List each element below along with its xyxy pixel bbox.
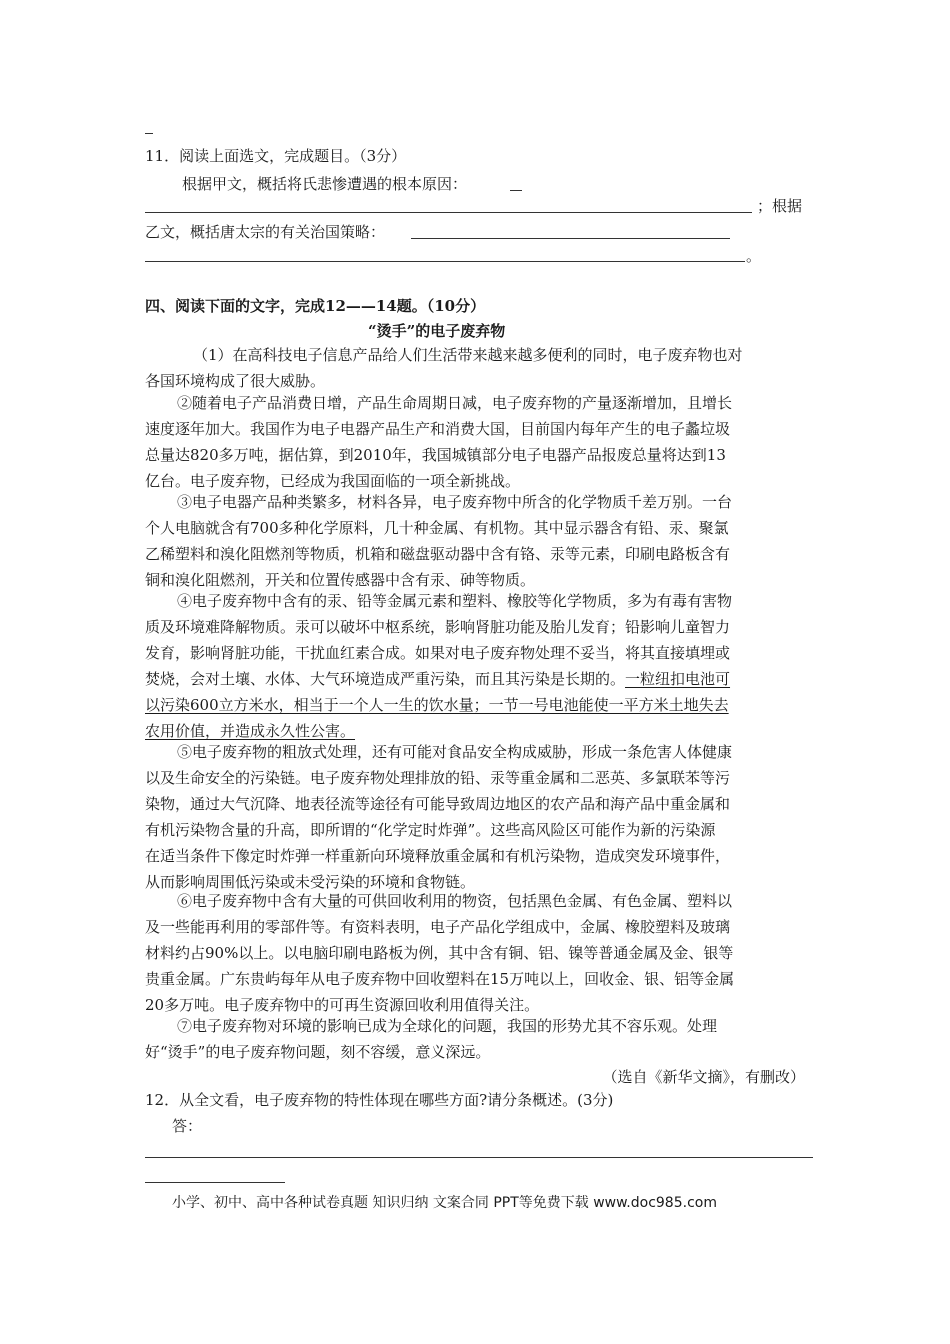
p5-line: ⑤电子废弃物的粗放式处理，还有可能对食品安全构成威胁，形成一条危害人体健康 — [177, 743, 733, 761]
p4-line: ④电子废弃物中含有的汞、铅等金属元素和塑料、橡胶等化学物质，多为有毒有害物 — [177, 592, 733, 610]
footer-text: 小学、初中、高中各种试卷真题 知识归纳 文案合同 PPT等免费下载 www.doc985.com — [172, 1195, 717, 1211]
p6-line: ⑥电子废弃物中含有大量的可供回收利用的物资，包括黑色金属、有色金属、塑料以 — [177, 892, 733, 910]
p4-line: 发育，影响肾脏功能，干扰血红素合成。如果对电子废弃物处理不妥当，将其直接填埋或 — [145, 644, 731, 662]
p6-line: 20多万吨。电子废弃物中的可再生资源回收利用值得关注。 — [145, 996, 540, 1014]
q11-line2-end: ；根据 — [757, 197, 803, 215]
section-heading: 四、阅读下面的文字，完成12——14题。（10分） — [145, 297, 486, 315]
q11-line4-end: 。 — [746, 247, 762, 265]
paragraph-5 — [145, 739, 805, 895]
paragraph-3 — [145, 489, 805, 593]
p2-line: 亿台。电子废弃物，已经成为我国面临的一项全新挑战。 — [145, 472, 521, 490]
source-citation: （选自《新华文摘》，有删改） — [602, 1068, 805, 1086]
p4-line: 质及环境难降解物质。汞可以破坏中枢系统，影响肾脏功能及胎儿发育；铅影响儿童智力 — [145, 618, 731, 636]
p4-underlined-text: 农用价值，并造成永久性公害。 — [145, 722, 356, 740]
p1-line: （1）在高科技电子信息产品给人们生活带来越来越多便利的同时，电子废弃物也对 — [193, 346, 743, 364]
p5-line: 在适当条件下像定时炸弹一样重新向环境释放重金属和有机污染物，造成突发环境事件， — [145, 847, 731, 865]
p4-underlined-text: 一粒纽扣电池可 — [625, 670, 731, 688]
p2-line: 速度逐年加大。我国作为电子电器产品生产和消费大国，目前国内每年产生的电子蠡垃圾 — [145, 420, 731, 438]
p5-line: 染物，通过大气沉降、地表径流等途径有可能导致周边地区的农产品和海产品中重金属和 — [145, 795, 731, 813]
q11-answer-blank-3[interactable] — [411, 238, 730, 239]
paragraph-6 — [145, 888, 805, 1018]
p6-line: 贵重金属。广东贵屿每年从电子废弃物中回收塑料在15万吨以上，回收金、银、铝等金属 — [145, 970, 735, 988]
paragraph-2 — [145, 390, 805, 494]
p3-line: 个人电脑就含有700多种化学原料，几十种金属、有机物。其中显示器含有铅、汞、聚氯 — [145, 519, 729, 537]
q12-answer-line[interactable] — [145, 1157, 813, 1158]
p5-line: 以及生命安全的污染链。电子废弃物处理排放的铅、汞等重金属和二恶英、多氯联苯等污 — [145, 769, 731, 787]
p7-line: 好“烫手”的电子废弃物问题，刻不容缓，意义深远。 — [145, 1043, 491, 1061]
q12-title: 12．从全文看，电子废弃物的特性体现在哪些方面?请分条概述。(3分) — [145, 1091, 614, 1109]
p3-line: 乙稀塑料和溴化阻燃剂等物质，机箱和磁盘驱动器中含有铬、汞等元素，印刷电路板含有 — [145, 545, 731, 563]
p3-line: 铜和溴化阻燃剂，开关和位置传感器中含有汞、砷等物质。 — [145, 571, 536, 589]
q11-answer-blank-2[interactable] — [145, 212, 752, 213]
q11-line1: 根据甲文，概括将氏悲惨遭遇的根本原因： — [182, 175, 468, 193]
stray-mark — [145, 133, 153, 134]
p1-line: 各国环境构成了很大威胁。 — [145, 372, 326, 390]
q11-line3-start: 乙文，概括唐太宗的有关治国策略： — [145, 223, 386, 241]
q11-answer-blank-1[interactable] — [510, 190, 522, 191]
p3-line: ③电子电器产品种类繁多，材料各异，电子废弃物中所含的化学物质千差万别。一台 — [177, 493, 733, 511]
paragraph-7 — [145, 1013, 805, 1065]
p5-line: 有机污染物含量的升高，即所谓的“化学定时炸弹”。这些高风险区可能作为新的污染源 — [145, 821, 716, 839]
p2-line: ②随着电子产品消费日增，产品生命周期日减，电子废弃物的产量逐渐增加，且增长 — [177, 394, 733, 412]
p6-line: 及一些能再利用的零部件等。有资料表明，电子产品化学组成中，金属、橡胶塑料及玻璃 — [145, 918, 731, 936]
q11-title: 11．阅读上面选文，完成题目。（3分） — [145, 147, 407, 165]
footnote-separator — [145, 1182, 285, 1183]
q11-answer-blank-4[interactable] — [145, 261, 745, 262]
article-title: “烫手”的电子废弃物 — [368, 322, 506, 340]
paragraph-1 — [145, 342, 805, 394]
paragraph-4 — [145, 588, 805, 744]
p4-underlined-line: 以污染600立方米水，相当于一个人一生的饮水量；一节一号电池能使一平方米土地失去 — [145, 696, 729, 714]
p2-line: 总量达820多万吨，据估算，到2010年，我国城镇部分电子电器产品报废总量将达到13 — [145, 446, 726, 464]
p4-text: 焚烧，会对土壤、水体、大气环境造成严重污染，而且其污染是长期的。 — [145, 670, 626, 688]
q12-answer-label: 答： — [172, 1117, 203, 1135]
p4-line — [145, 666, 805, 692]
p7-line: ⑦电子废弃物对环境的影响已成为全球化的问题，我国的形势尤其不容乐观。处理 — [177, 1017, 718, 1035]
p5-line: 从而影响周围低污染或未受污染的环境和食物链。 — [145, 873, 476, 891]
p6-line: 材料约占90%以上。以电脑印刷电路板为例，其中含有铜、铝、镍等普通金属及金、银等 — [145, 944, 734, 962]
